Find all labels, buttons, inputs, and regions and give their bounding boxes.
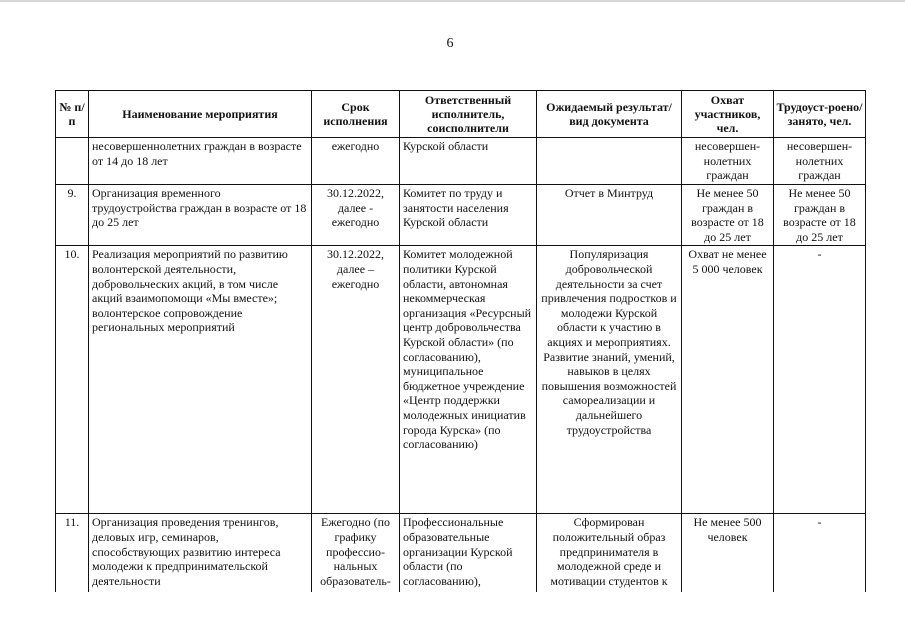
row-result — [537, 138, 682, 185]
row-responsible: Курской области — [400, 138, 537, 185]
table-header-row — [56, 91, 866, 138]
row-result: Популяризация добровольческой деятельности за счет привлечения подростков и молодежи Курской области к участию в акциях и мероприятиях. Развитие знаний, умений, навыков в целях повышения возможностей самореализации и дальнейшего трудоустройства — [537, 246, 682, 514]
row-name: Реализация мероприятий по развитию волонтерской деятельности, добровольческих акций, в том числе акций взаимопомощи «Мы вместе»; волонтерское сопровождение региональных мероприятий — [89, 246, 312, 514]
row-employed: несовершен-нолетних граждан — [774, 138, 866, 185]
row-term: 30.12.2022, далее – ежегодно — [312, 246, 400, 514]
row-employed: - — [774, 514, 866, 592]
col-header-term: Срок исполнения — [312, 91, 400, 138]
row-responsible: Комитет молодежной политики Курской области, автономная некоммерческая организация «Ресурсный центр добровольчества Курской области» (по согласованию), муниципальное бюджетное учреждение «Центр поддержки молодежных инициатив города Курска» (по согласованию) — [400, 246, 537, 514]
row-coverage: Охват не менее 5 000 человек — [682, 246, 774, 514]
col-header-number: № п/п — [56, 91, 89, 138]
row-number: 10. — [56, 246, 89, 514]
row-name: Организация временного трудоустройства граждан в возрасте от 18 до 25 лет — [89, 185, 312, 246]
row-responsible: Комитет по труду и занятости населения Курской области — [400, 185, 537, 246]
row-name: несовершеннолетних граждан в возрасте от 14 до 18 лет — [89, 138, 312, 185]
row-result: Отчет в Минтруд — [537, 185, 682, 246]
row-responsible: Профессиональные образовательные организации Курской области (по согласованию), — [400, 514, 537, 592]
row-result: Сформирован положительный образ предпринимателя в молодежной среде и мотивации студентов к — [537, 514, 682, 592]
row-employed: - — [774, 246, 866, 514]
row-number: 9. — [56, 185, 89, 246]
col-header-coverage: Охват участников, чел. — [682, 91, 774, 138]
row-employed: Не менее 50 граждан в возрасте от 18 до 25 лет — [774, 185, 866, 246]
col-header-responsible: Ответственный исполнитель, соисполнители — [400, 91, 537, 138]
row-name: Организация проведения тренингов, деловых игр, семинаров, способствующих развитию интереса молодежи к предпринимательской деятельности — [89, 514, 312, 592]
table-row — [56, 514, 866, 592]
col-header-employed: Трудоуст-роено/занято, чел. — [774, 91, 866, 138]
row-number: 11. — [56, 514, 89, 592]
row-coverage: Не менее 50 граждан в возрасте от 18 до 25 лет — [682, 185, 774, 246]
row-term: Ежегодно (по графику профессио-нальных образователь- — [312, 514, 400, 592]
row-term: ежегодно — [312, 138, 400, 185]
page-number: 6 — [446, 36, 454, 51]
col-header-result: Ожидаемый результат/вид документа — [537, 91, 682, 138]
row-number — [56, 138, 89, 185]
table-row — [56, 246, 866, 514]
row-coverage: Не менее 500 человек — [682, 514, 774, 592]
events-table — [55, 90, 866, 592]
row-term: 30.12.2022, далее - ежегодно — [312, 185, 400, 246]
table-row — [56, 185, 866, 246]
row-coverage: несовершен-нолетних граждан — [682, 138, 774, 185]
scan-edge — [0, 0, 905, 2]
col-header-name: Наименование мероприятия — [89, 91, 312, 138]
table-row — [56, 138, 866, 185]
